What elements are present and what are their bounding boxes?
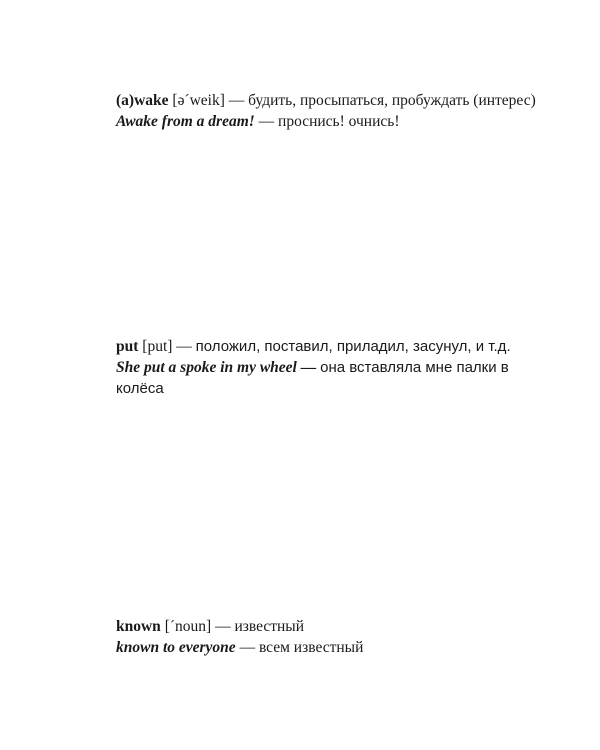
example-line xyxy=(116,637,536,658)
example-phrase: Awake from a dream! xyxy=(116,113,255,130)
example-translation: проснись! очнись! xyxy=(278,113,400,130)
translation: положил, поставил, приладил, засунул, и т.д. xyxy=(195,338,511,355)
separator-dash: — xyxy=(211,618,235,635)
definition-line xyxy=(116,336,536,357)
separator-dash: — xyxy=(172,338,196,355)
dictionary-entry-put xyxy=(116,336,536,399)
example-translation: она вставляла мне палки в колёса xyxy=(116,359,509,397)
translation: будить, просыпаться, пробуждать (интерес) xyxy=(248,92,536,109)
transcription: [ˊnoun] xyxy=(164,618,212,635)
transcription: [əˊweik] xyxy=(172,92,225,109)
headword: put xyxy=(116,338,139,355)
separator-dash: — xyxy=(224,92,249,109)
example-line xyxy=(116,111,536,132)
dictionary-entry-known xyxy=(116,616,536,658)
dictionary-entry-awake xyxy=(116,90,536,132)
headword: known xyxy=(116,618,161,635)
example-phrase: She put a spoke in my wheel — xyxy=(116,359,317,376)
transcription: [put] xyxy=(142,338,173,355)
separator-dash: — xyxy=(254,113,279,130)
definition-line xyxy=(116,616,536,637)
example-line xyxy=(116,357,536,399)
translation: известный xyxy=(234,618,305,635)
definition-line xyxy=(116,90,536,111)
example-translation: всем известный xyxy=(258,639,364,656)
example-phrase: known to everyone xyxy=(116,639,236,656)
separator-dash: — xyxy=(235,639,259,656)
headword: (a)wake xyxy=(116,92,169,109)
